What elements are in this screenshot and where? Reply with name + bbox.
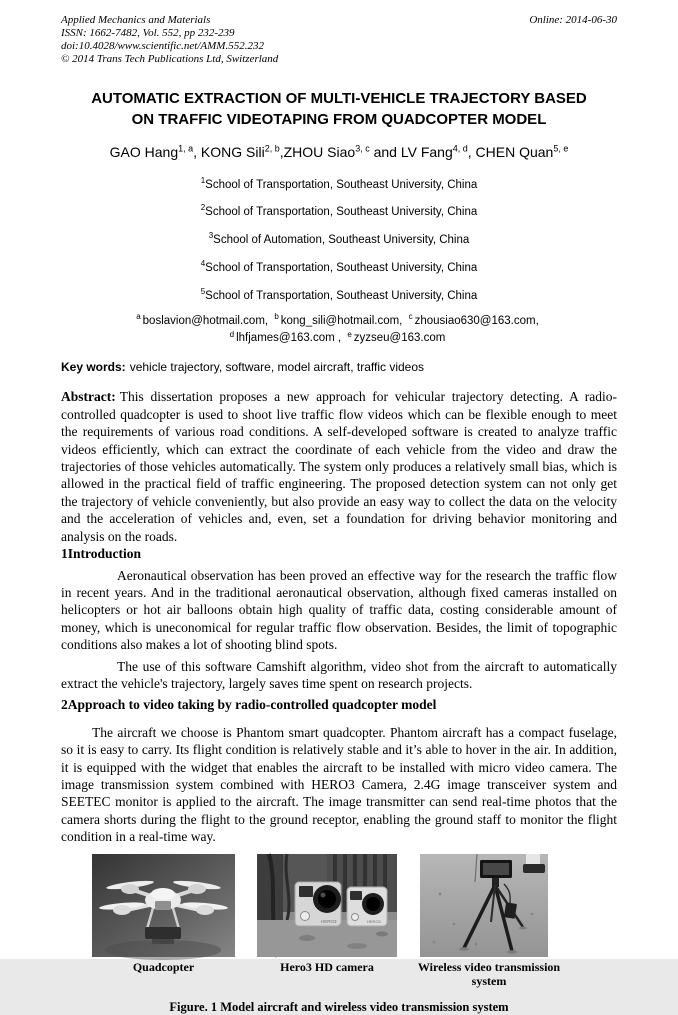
email: $^b$ kong_sili@hotmail.com, (274, 311, 403, 327)
paragraph: The use of this software Camshift algorithm, video shot from the aircraft to automatically extract the vehicle's trajectory, largely saves time spent on research projects. (61, 658, 617, 691)
section-heading-approach: 2Approach to video taking by radio-controlled quadcopter model (61, 697, 437, 713)
quadcopter-photo (92, 854, 235, 957)
photo-caption-quadcopter: Quadcopter (132, 959, 195, 974)
journal-copyright: © 2014 Trans Tech Publications Ltd, Switzerland (61, 53, 279, 65)
author-line (61, 139, 617, 161)
paper-title-line2: ON TRAFFIC VIDEOTAPING FROM QUADCOPTER MODEL (131, 111, 547, 128)
abstract (61, 388, 617, 545)
email-line (61, 310, 617, 328)
email: $^a$ boslavion@hotmail.com, (136, 311, 269, 327)
affiliation-line: $^4$School of Transportation, Southeast University, China (200, 259, 478, 274)
affiliations (61, 169, 617, 308)
journal-info (61, 14, 278, 66)
journal-doi: doi:10.4028/www.scientific.net/AMM.552.232 (61, 40, 264, 52)
svg-text:HERO3: HERO3 (321, 918, 337, 924)
online-date: Online: 2014-06-30 (529, 14, 617, 26)
author: GAO Hang$^{1, a}$, (109, 143, 201, 160)
email-line (61, 328, 617, 346)
transmission-system-photo (420, 854, 548, 957)
keywords-text: vehicle trajectory, software, model aircraft, traffic videos (129, 360, 425, 375)
journal-issn: ISSN: 1662-7482, Vol. 552, pp 232-239 (61, 27, 235, 39)
photo-caption-transmission: Wireless video transmission system (417, 959, 561, 988)
svg-text:HERO3: HERO3 (367, 918, 381, 924)
paper-title-line1: AUTOMATIC EXTRACTION OF MULTI-VEHICLE TRAJECTORY BASED (91, 90, 587, 107)
journal-header (61, 0, 617, 66)
keywords-label: Key words: (61, 360, 126, 375)
author: ZHOU Siao$^{3, c}$ and (283, 143, 401, 160)
email: $^c$ zhousiao630@163.com, (408, 311, 539, 327)
abstract-label: Abstract: (61, 389, 116, 405)
journal-name: Applied Mechanics and Materials (61, 14, 211, 26)
paragraph: Aeronautical observation has been proved an effective way for the research the traffic flow in recent years. And in the traditional aeronautical observation, although fixed cameras installed on helicopters or hot air balloons obtain high quality of traffic data, costing considerable amount of money, which is uneconomical for regular traffic flow observation. Besides, the limit of topographic conditions also makes a lot of shooting blind spots. (61, 567, 617, 653)
author: KONG Sili$^{2, b}$, (200, 143, 284, 160)
email: $^d$ lhfjames@163.com , (229, 329, 342, 345)
author-emails (61, 310, 617, 346)
author: CHEN Quan$^{5, e}$ (475, 143, 569, 160)
section-heading-introduction: 1Introduction (61, 546, 142, 562)
email: $^e$ zyzseu@163.com (347, 329, 446, 345)
hero3-camera-photo (257, 854, 397, 957)
paper-title (61, 88, 617, 130)
figure-caption: Figure. 1 Model aircraft and wireless video transmission system (169, 999, 509, 1014)
keywords-line (61, 360, 617, 375)
photo-caption-hero3: Hero3 HD camera (280, 959, 374, 974)
affiliation-line: $^2$School of Transportation, Southeast University, China (200, 203, 478, 219)
affiliation-line: $^3$School of Automation, Southeast University, China (208, 231, 470, 247)
paragraph: The aircraft we choose is Phantom smart quadcopter. Phantom aircraft has a compact fuselage, so it is easy to carry. Its flight condition is relatively stable and it’s able to hover in the air. In addition, it is equipped with the widget that enables the aircraft to be installed with micro video camera. The image transmission system combined with HERO3 Camera, 2.4G image transceiver system and SEETEC monitor is applied to the aircraft. The image transmitter can send real-time photos that the camera shorts during the flight to the ground receptor, enabling the ground staff to monitor the flight condition in a real-time way. (61, 724, 617, 845)
affiliation-line: $^5$School of Transportation, Southeast University, China (200, 286, 478, 302)
figure-1 (0, 854, 678, 996)
affiliation-line: $^1$School of Transportation, Southeast University, China (200, 175, 478, 191)
abstract-text: This dissertation proposes a new approach for vehicular trajectory detecting. A radio-controlled quadcopter is used to shoot live traffic flow videos which can be flexible enough to meet the requirements of various road conditions. A self-developed software is created to analyze traffic videos efficiently, which can extract the coordinate of each vehicle from the video and draw the trajectories of those vehicles automatically. The system only produces a relatively small bias, which is allowed in the practical field of traffic engineering. The proposed detection system can not only get the trajectory of vehicle conveniently, but also provide an easy way to collect the data on the velocity and the acceleration of vehicles and, even, set a foundation for driving behavior monitoring and analysis on the roads. (61, 389, 617, 544)
author: LV Fang$^{4, d}$, (400, 143, 476, 160)
